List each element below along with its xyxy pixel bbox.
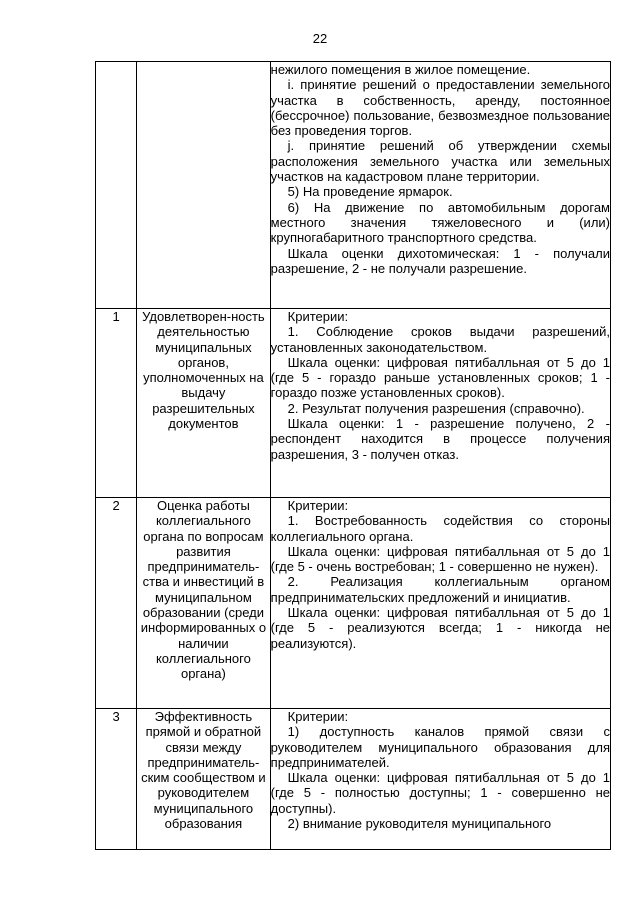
row-number-cell: 1: [96, 309, 137, 498]
page-number: 22: [312, 31, 328, 46]
criteria-paragraph: нежилого помещения в жилое помещение.: [270, 62, 531, 77]
row-criteria-cell: [270, 498, 610, 709]
criteria-paragraph: 1. Востребованность содействия со стороны коллегиального органа.: [270, 513, 610, 544]
row-indicator-cell: Эффективность прямой и обратной связи между предприниматель-ским сообществом и руководителем муниципального образования: [137, 709, 271, 850]
criteria-paragraph: i. принятие решений о предоставлении земельного участка в собственность, аренду, постоянное (бессрочное) пользование, безвозмездное пользование без проведения торгов.: [270, 77, 610, 139]
criteria-paragraph: Шкала оценки: цифровая пятибалльная от 5 до 1 (где 5 - гораздо раньше установленных сроков; 1 - гораздо позже установленных сроков).: [270, 354, 610, 401]
row-indicator-cell: [137, 62, 271, 309]
criteria-paragraph: 1) доступность каналов прямой связи с руководителем муниципального образования для предпринимателей.: [270, 724, 610, 770]
criteria-paragraph: Критерии:: [287, 309, 349, 324]
criteria-paragraph: 2. Результат получения разрешения (справочно).: [287, 400, 585, 416]
row-criteria-cell: [270, 309, 610, 498]
criteria-paragraph: 2) внимание руководителя муниципального: [287, 816, 552, 832]
row-criteria-cell: [270, 62, 610, 309]
row-criteria-cell: [270, 709, 610, 850]
criteria-paragraph: 2. Реализация коллегиальным органом предпринимательских предложений и инициатив.: [270, 574, 610, 605]
criteria-table: [95, 61, 611, 850]
criteria-paragraph: Шкала оценки: цифровая пятибалльная от 5 до 1 (где 5 - очень востребован; 1 - совершенно не нужен).: [270, 543, 610, 575]
table-row: [96, 709, 611, 850]
criteria-paragraph: 6) На движение по автомобильным дорогам местного значения тяжеловесного и (или) крупногабаритного транспортного средства.: [270, 199, 610, 246]
criteria-paragraph: 1. Соблюдение сроков выдачи разрешений, установленных законодательством.: [270, 324, 610, 355]
criteria-paragraph: Шкала оценки: цифровая пятибалльная от 5 до 1 (где 5 - реализуются всегда; 1 - никогда не реализуются).: [270, 605, 610, 651]
criteria-paragraph: j. принятие решений об утверждении схемы расположения земельного участка или земельных участков на кадастровом плане территории.: [270, 138, 610, 185]
criteria-paragraph: Критерии:: [287, 498, 349, 513]
row-indicator-cell: Удовлетворен-ность деятельностью муниципальных органов, уполномоченных на выдачу разрешительных документов: [137, 309, 271, 498]
table-row: [96, 309, 611, 498]
row-number-cell: 2: [96, 498, 137, 709]
criteria-paragraph: Шкала оценки: цифровая пятибалльная от 5 до 1 (где 5 - полностью доступны; 1 - совершенно не доступны).: [270, 770, 610, 816]
row-number-cell: [96, 62, 137, 309]
criteria-paragraph: Шкала оценки: 1 - разрешение получено, 2 - респондент находится в процессе получения разрешения, 3 - получен отказ.: [270, 416, 610, 462]
row-indicator-cell: Оценка работы коллегиального органа по вопросам развития предприниматель-ства и инвестиций в муниципальном образовании (среди информированных о наличии коллегиального органа): [137, 498, 271, 709]
table-row: [96, 62, 611, 309]
table-row: [96, 498, 611, 709]
criteria-paragraph: Шкала оценки дихотомическая: 1 - получали разрешение, 2 - не получали разрешение.: [270, 245, 610, 276]
criteria-paragraph: Критерии:: [287, 709, 349, 724]
criteria-paragraph: 5) На проведение ярмарок.: [287, 184, 453, 200]
row-number-cell: 3: [96, 709, 137, 850]
